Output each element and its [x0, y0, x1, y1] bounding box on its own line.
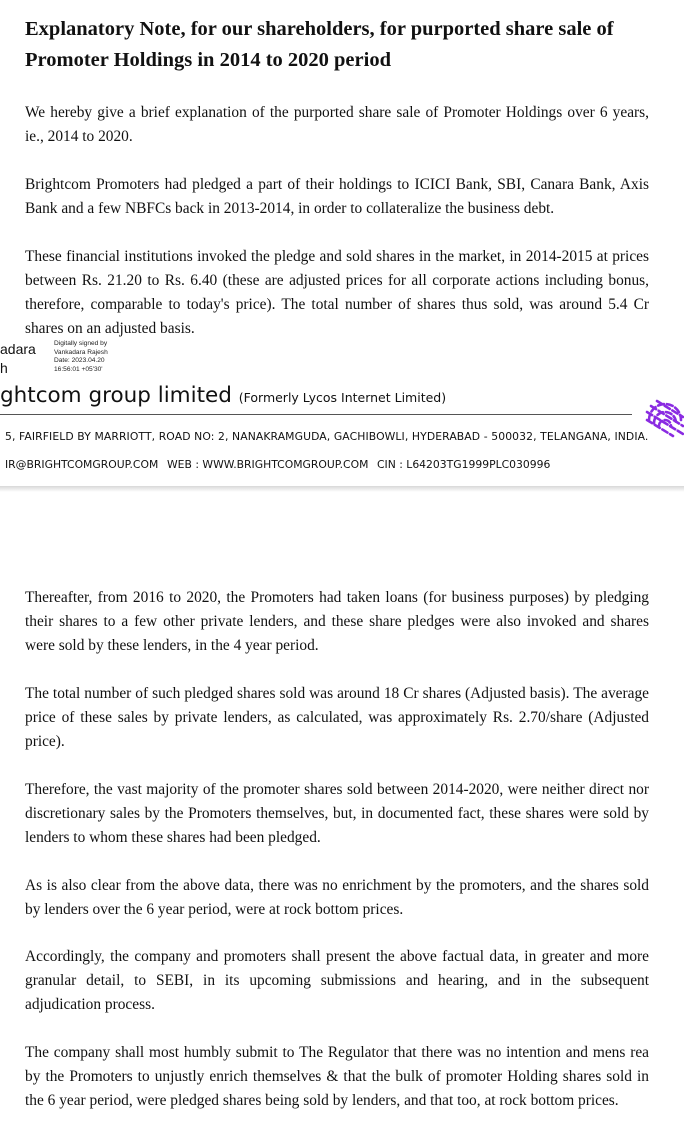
digital-signature-block: Digitally signed by Vankadara Rajesh Date: 2023.04.20 16:56:01 +05'30' — [54, 340, 108, 373]
letterhead-divider — [0, 414, 632, 415]
paragraph-therefore: Therefore, the vast majority of the promoter shares sold between 2014-2020, were neither direct nor discretionary sales by the Promoters themselves, but, in documented fact, these shares were sold by lenders to whom these shares had been pledged. — [25, 781, 649, 846]
signature-name: adara h — [0, 341, 36, 376]
paragraph-regulator: The company shall most humbly submit to The Regulator that there was no intention and mens rea by the Promoters to unjustly enrich themselves & that the bulk of promoter Holding shares sold in the 6 year period, were pledged shares being sold by lenders, and that too, at rock bottom prices. — [25, 1044, 649, 1109]
cin-number: CIN : L64203TG1999PLC030996 — [377, 458, 551, 471]
document-title: Explanatory Note, for our shareholders, for purported share sale of Promoter Holdings in 2014 to 2020 period — [25, 18, 614, 71]
paragraph-sebi: Accordingly, the company and promoters shall present the above factual data, in greater and more granular detail, to SEBI, in its upcoming submissions and hearing, and in the subsequent adjudication process. — [25, 948, 649, 1013]
company-name: ghtcom group limited (Formerly Lycos Internet Limited) — [0, 383, 447, 408]
formerly-name: (Formerly Lycos Internet Limited) — [238, 390, 447, 405]
paragraph-private-lenders: Thereafter, from 2016 to 2020, the Promoters had taken loans (for business purposes) by pledging their shares to a few other private lenders, and these share pledges were also invoked and shares were sold by these lenders, in the 4 year period. — [25, 589, 649, 654]
paragraph-total-shares: The total number of such pledged shares sold was around 18 Cr shares (Adjusted basis). The average price of these sales by private lenders, as calculated, was approximately Rs. 2.70/share (Adjusted price). — [25, 685, 649, 750]
paragraph-no-enrichment: As is also clear from the above data, there was no enrichment by the promoters, and the shares sold by lenders over the 6 year period, were at rock bottom prices. — [25, 877, 649, 918]
fingerprint-icon — [643, 390, 684, 442]
paragraph-invocation: These financial institutions invoked the pledge and sold shares in the market, in 2014-2015 at prices between Rs. 21.20 to Rs. 6.40 (these are adjusted prices for all corporate actions including bonus, therefore, comparable to today's price). The total number of shares thus sold, was around 5.4 Cr shares on an adjusted basis. — [25, 248, 649, 337]
paragraph-intro: We hereby give a brief explanation of the purported share sale of Promoter Holdings over 6 years, ie., 2014 to 2020. — [25, 104, 649, 145]
contact-line — [5, 458, 550, 471]
page-break — [0, 486, 684, 492]
email-link[interactable]: IR@BRIGHTCOMGROUP.COM — [5, 458, 159, 471]
website-link[interactable]: WEB : WWW.BRIGHTCOMGROUP.COM — [167, 458, 369, 471]
paragraph-pledge: Brightcom Promoters had pledged a part of their holdings to ICICI Bank, SBI, Canara Bank, Axis Bank and a few NBFCs back in 2013-2014, in order to collateralize the business debt. — [25, 176, 649, 217]
company-address: 5, FAIRFIELD BY MARRIOTT, ROAD NO: 2, NANAKRAMGUDA, GACHIBOWLI, HYDERABAD - 500032, TELANGANA, INDIA. — [5, 430, 649, 443]
